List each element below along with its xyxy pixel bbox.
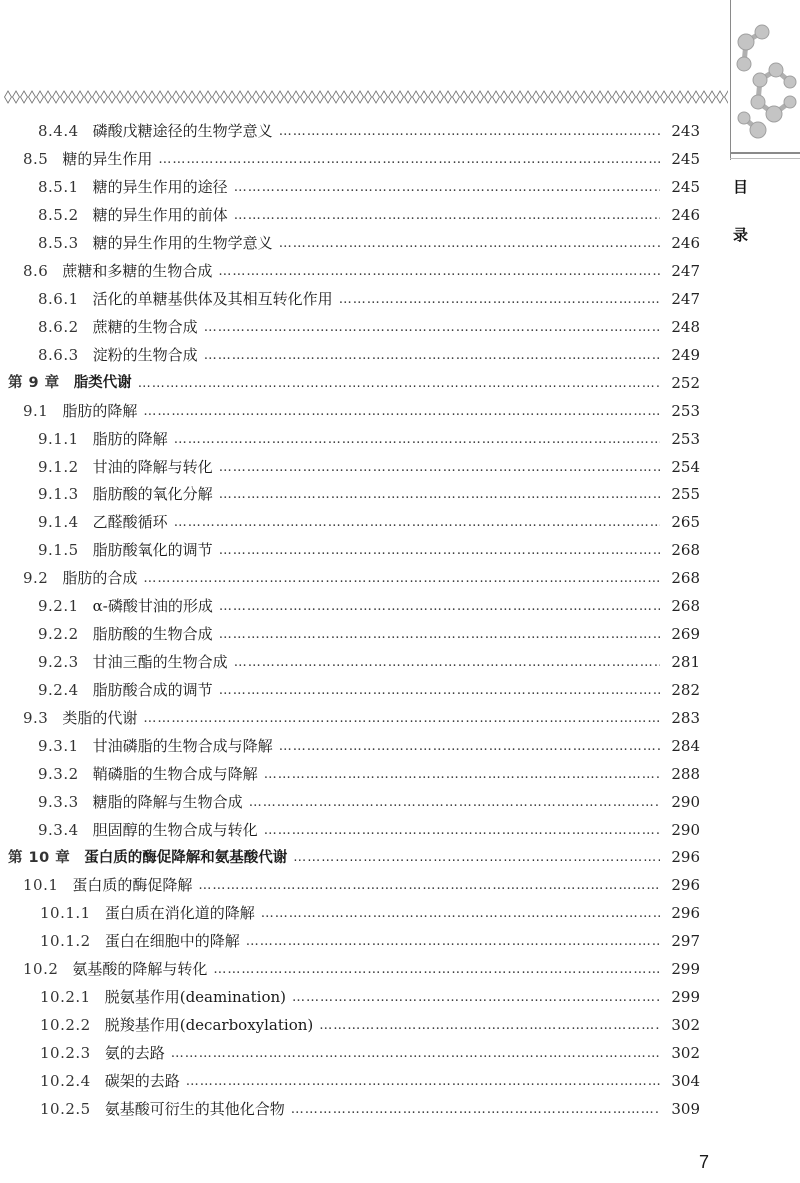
toc-leader-dots [261,906,660,921]
toc-entry-number: 8.6.1 [38,289,79,308]
page-number: 7 [699,1152,710,1172]
toc-leader-dots [319,1018,660,1033]
toc-entry-title: 脂肪的降解 [92,429,168,448]
toc-entry-title: 活化的单糖基供体及其相互转化作用 [92,289,333,308]
toc-entry-number: 9.1.4 [38,513,79,532]
toc-entry-page: 290 [671,792,700,811]
toc-entry-page: 268 [671,541,700,560]
toc-leader-dots [204,320,660,335]
toc-entry-row[interactable] [0,872,700,900]
toc-entry-title: 糖的异生作用的生物学意义 [92,234,273,253]
toc-leader-dots [198,878,660,893]
toc-entry-row[interactable] [0,1095,700,1123]
toc-entry-number: 9.1.3 [38,485,79,504]
toc-leader-dots [292,990,660,1005]
toc-entry-title: 甘油磷脂的生物合成与降解 [92,736,273,755]
toc-entry-title: 脱氨基作用(deamination) [104,988,286,1007]
toc-entry-page: 296 [671,904,700,923]
toc-entry-row[interactable] [0,956,700,984]
toc-entry-number: 10.2.4 [40,1071,91,1090]
toc-entry-title: 糖的异生作用的前体 [92,206,228,225]
toc-entry-row[interactable] [0,816,700,844]
toc-entry-number: 9.1.2 [38,457,79,476]
toc-entry-number: 10.2 [23,960,59,979]
toc-entry-page: 252 [671,373,700,392]
toc-leader-dots [291,1102,660,1117]
toc-entry-page: 302 [671,1015,700,1034]
toc-entry-page: 302 [671,1043,700,1062]
toc-leader-dots [264,823,660,838]
toc-entry-title: 乙醛酸循环 [92,513,168,532]
toc-entry-number: 9.1.5 [38,541,79,560]
toc-entry-title: 蔗糖的生物合成 [92,317,198,336]
toc-leader-dots [249,795,660,810]
toc-entry-page: 290 [671,820,700,839]
toc-entry-page: 247 [671,289,700,308]
toc-entry-number: 9.2.4 [38,680,79,699]
toc-entry-title: 碳架的去路 [104,1071,180,1090]
toc-entry-number: 9.1.1 [38,429,79,448]
toc-leader-dots [219,683,660,698]
toc-entry-page: 281 [671,652,700,671]
toc-leader-dots [143,571,660,586]
toc-entry-title: 脂肪酸合成的调节 [92,680,213,699]
toc-leader-dots [174,432,660,447]
toc-entry-row[interactable] [0,760,700,788]
toc-entry-page: 245 [671,150,700,169]
toc-entry-row[interactable] [0,202,700,230]
toc-entry-page: 282 [671,680,700,699]
toc-leader-dots [218,264,660,279]
toc-entry-page: 253 [671,401,700,420]
toc-leader-dots [219,487,660,502]
toc-chapter-row[interactable] [0,844,700,872]
toc-entry-row[interactable] [0,425,700,453]
toc-entry-page: 268 [671,569,700,588]
toc-leader-dots [138,376,660,391]
toc-entry-row[interactable] [0,593,700,621]
toc-leader-dots [158,152,660,167]
toc-entry-title: 糖的异生作用 [62,150,153,169]
toc-entry-title: 类脂的代谢 [62,708,138,727]
toc-entry-page: 246 [671,206,700,225]
toc-entry-page: 296 [671,848,700,867]
toc-entry-row[interactable] [0,481,700,509]
toc-entry-title: 糖的异生作用的途径 [92,178,228,197]
toc-leader-dots [143,404,660,419]
toc-entry-number: 9.3.3 [38,792,79,811]
toc-leader-dots [234,180,660,195]
toc-entry-row[interactable] [0,928,700,956]
toc-entry-title: 蛋白质的酶促降解和氨基酸代谢 [84,849,288,866]
toc-entry-row[interactable] [0,397,700,425]
toc-entry-title: 蛋白质在消化道的降解 [104,904,255,923]
toc-entry-row[interactable] [0,676,700,704]
toc-leader-dots [234,655,660,670]
side-rule-horizontal-thin [730,158,800,159]
toc-leader-dots [204,348,660,363]
toc-entry-row[interactable] [0,537,700,565]
toc-entry-row[interactable] [0,732,700,760]
toc-entry-row[interactable] [0,313,700,341]
toc-entry-number: 8.4.4 [38,122,79,141]
toc-entry-row[interactable] [0,621,700,649]
toc-leader-dots [219,599,660,614]
toc-entry-number: 10.2.1 [40,988,91,1007]
toc-entry-number: 9.2.1 [38,597,79,616]
header-diamond-border [4,90,728,104]
toc-entry-title: 脂肪酸氧化的调节 [92,541,213,560]
toc-leader-dots [293,850,660,865]
toc-entry-title: 脂肪的降解 [62,401,138,420]
toc-entry-title: 淀粉的生物合成 [92,345,198,364]
toc-entry-page: 283 [671,708,700,727]
toc-entry-page: 249 [671,345,700,364]
toc-entry-number: 8.5.2 [38,206,79,225]
toc-entry-title: 鞘磷脂的生物合成与降解 [92,764,258,783]
toc-leader-dots [186,1074,660,1089]
toc-entry-title: 蛋白在细胞中的降解 [104,932,240,951]
molecule-icon [730,18,800,150]
toc-entry-row[interactable] [0,509,700,537]
toc-chapter-row[interactable] [0,369,700,397]
toc-entry-title: 氨基酸可衍生的其他化合物 [104,1099,285,1118]
toc-entry-number: 8.6.3 [38,345,79,364]
toc-entry-number: 10.2.3 [40,1043,91,1062]
toc-entry-row[interactable] [0,788,700,816]
toc-leader-dots [339,292,660,307]
toc-entry-number: 10.1 [23,876,59,895]
toc-entry-number: 8.5.3 [38,234,79,253]
toc-leader-dots [246,934,660,949]
toc-entry-number: 9.3.4 [38,820,79,839]
toc-entry-page: 288 [671,764,700,783]
toc-entry-row[interactable] [0,118,700,146]
toc-entry-title: 糖脂的降解与生物合成 [92,792,243,811]
toc-entry-title: 脱羧基作用(decarboxylation) [104,1015,314,1034]
toc-entry-title: 胆固醇的生物合成与转化 [92,820,258,839]
toc-entry-row[interactable] [0,1067,700,1095]
side-label-lu: 录 [733,226,749,244]
toc-entry-number: 9.1 [23,401,49,420]
toc-entry-title: 氨基酸的降解与转化 [72,960,208,979]
toc-leader-dots [171,1046,660,1061]
toc-entry-number: 10.1.1 [40,904,91,923]
toc-entry-page: 297 [671,932,700,951]
toc-entry-page: 246 [671,234,700,253]
toc-entry-page: 265 [671,513,700,532]
toc-entry-number: 8.6 [23,262,49,281]
toc-entry-page: 253 [671,429,700,448]
toc-entry-row[interactable] [0,453,700,481]
toc-entry-row[interactable] [0,900,700,928]
toc-leader-dots [213,962,660,977]
toc-entry-title: 氨的去路 [104,1043,165,1062]
side-rule-horizontal [730,152,800,154]
toc-entry-title: 甘油三酯的生物合成 [92,652,228,671]
toc-entry-row[interactable] [0,1039,700,1067]
toc-entry-row[interactable] [0,230,700,258]
toc-entry-number: 8.5.1 [38,178,79,197]
toc-entry-page: 284 [671,736,700,755]
toc-entry-title: α-磷酸甘油的形成 [92,597,213,616]
toc-leader-dots [219,627,660,642]
toc-entry-page: 254 [671,457,700,476]
toc-entry-page: 296 [671,876,700,895]
side-label-mu: 目 [733,178,749,196]
toc-entry-title: 脂肪的合成 [62,569,138,588]
toc-entry-row[interactable] [0,1012,700,1040]
toc-entry-row[interactable] [0,258,700,286]
toc-entry-title: 脂肪酸的生物合成 [92,625,213,644]
toc-entry-page: 299 [671,988,700,1007]
toc-leader-dots [264,767,660,782]
toc-entry-number: 第 9 章 [8,375,60,391]
toc-entry-row[interactable] [0,704,700,732]
toc-entry-row[interactable] [0,984,700,1012]
toc-entry-number: 10.1.2 [40,932,91,951]
toc-entry-page: 268 [671,597,700,616]
toc-entry-page: 255 [671,485,700,504]
toc-leader-dots [219,543,660,558]
toc-entry-page: 245 [671,178,700,197]
toc-entry-number: 9.2 [23,569,49,588]
toc-entry-title: 脂肪酸的氧化分解 [92,485,213,504]
toc-entry-number: 第 10 章 [8,849,71,866]
toc-entry-row[interactable] [0,649,700,677]
toc-leader-dots [279,124,660,139]
toc-entry-page: 299 [671,960,700,979]
toc-leader-dots [279,236,660,251]
toc-entry-page: 248 [671,317,700,336]
toc-entry-row[interactable] [0,174,700,202]
toc-entry-row[interactable] [0,341,700,369]
toc-leader-dots [279,739,660,754]
toc-entry-number: 9.2.3 [38,652,79,671]
toc-entry-page: 247 [671,262,700,281]
toc-entry-number: 9.3.1 [38,736,79,755]
toc-entry-title: 脂类代谢 [73,375,132,391]
toc-entry-title: 磷酸戊糖途径的生物学意义 [92,122,273,141]
toc-entry-title: 蔗糖和多糖的生物合成 [62,262,213,281]
toc-entry-number: 8.5 [23,150,49,169]
toc-entry-number: 10.2.5 [40,1099,91,1118]
toc-entry-page: 309 [671,1099,700,1118]
toc-entry-title: 蛋白质的酶促降解 [72,876,193,895]
toc-leader-dots [143,711,660,726]
toc-entry-row[interactable] [0,565,700,593]
toc-entry-number: 10.2.2 [40,1015,91,1034]
toc-leader-dots [219,460,660,475]
table-of-contents [0,118,700,1123]
toc-entry-page: 304 [671,1071,700,1090]
toc-leader-dots [174,515,660,530]
toc-leader-dots [234,208,660,223]
toc-entry-row[interactable] [0,286,700,314]
toc-entry-title: 甘油的降解与转化 [92,457,213,476]
toc-entry-page: 243 [671,122,700,141]
toc-entry-number: 8.6.2 [38,317,79,336]
toc-entry-number: 9.3.2 [38,764,79,783]
toc-entry-number: 9.3 [23,708,49,727]
toc-entry-number: 9.2.2 [38,625,79,644]
toc-entry-row[interactable] [0,146,700,174]
toc-entry-page: 269 [671,625,700,644]
